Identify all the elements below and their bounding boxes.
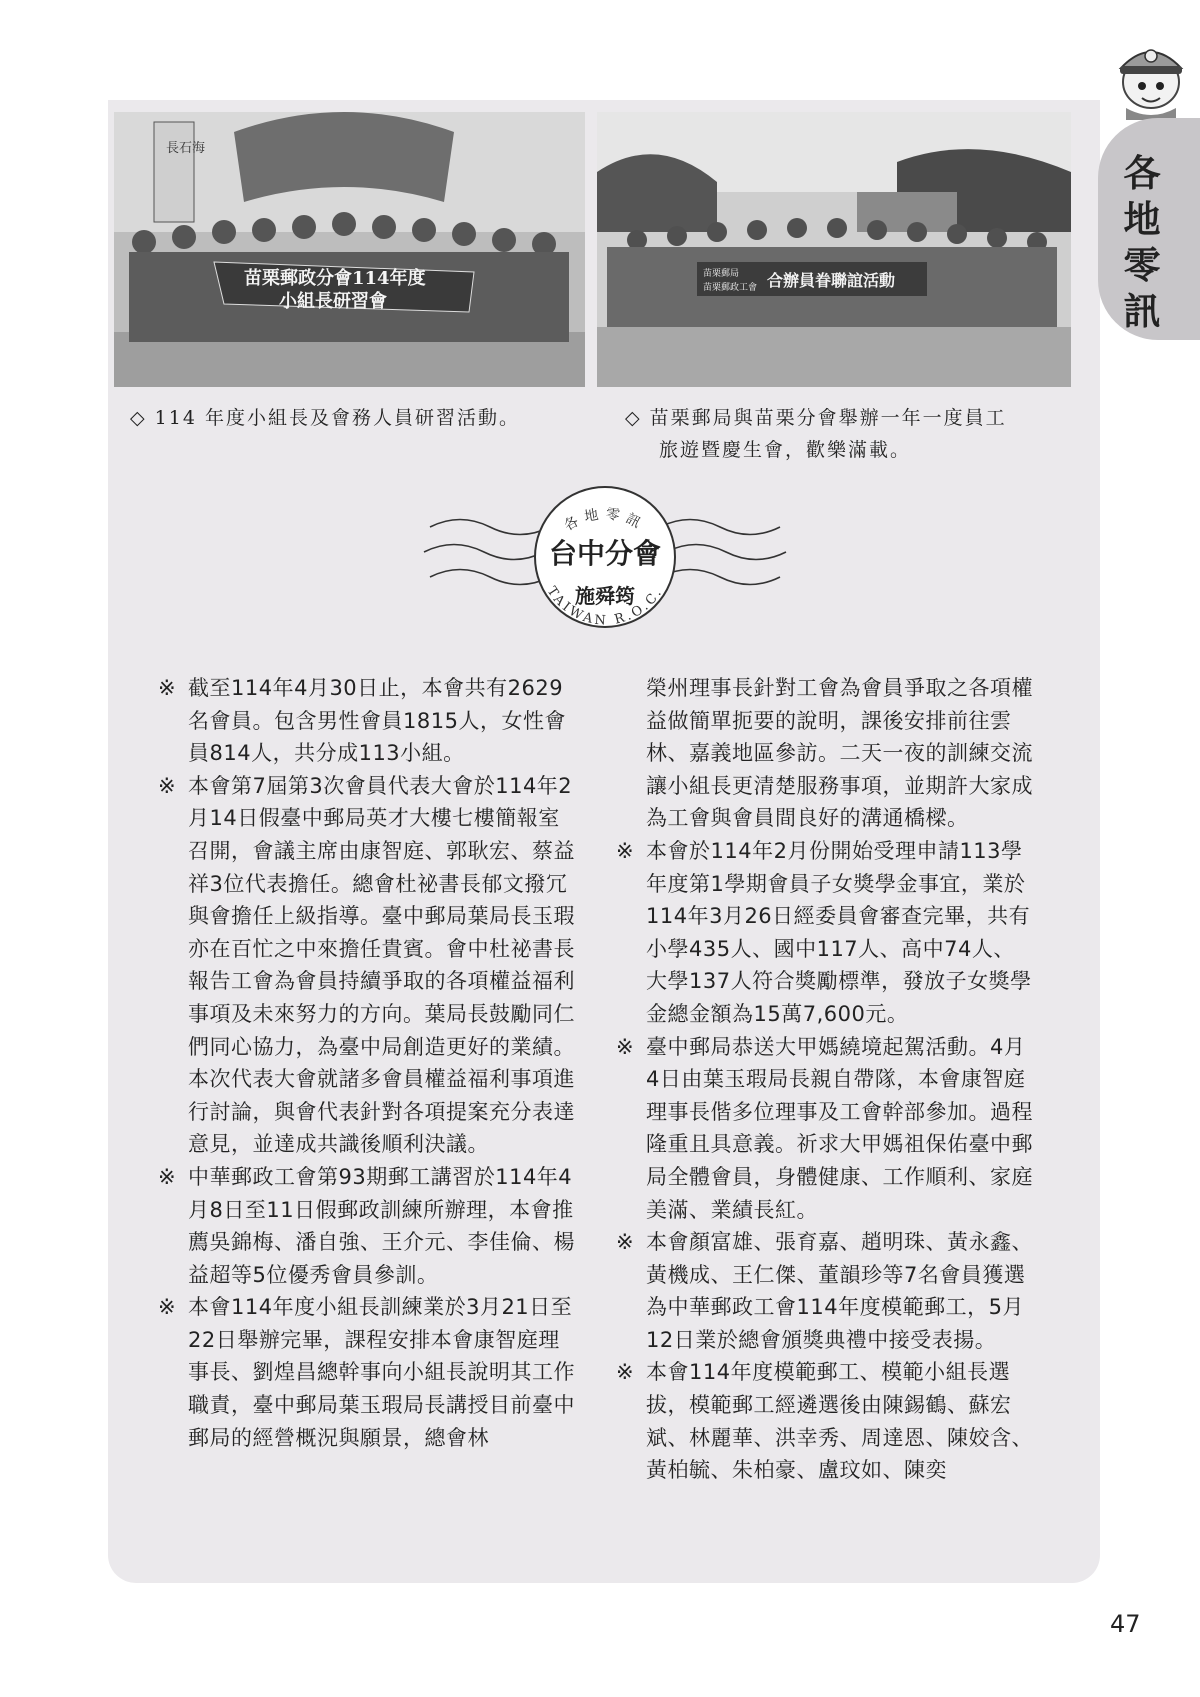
banner-left-bottom: 苗栗郵政工會 bbox=[703, 283, 758, 293]
article-item bbox=[616, 1226, 1036, 1356]
sign-text: 長石海 bbox=[166, 141, 206, 156]
banner-line2: 小組長研習會 bbox=[279, 291, 387, 312]
mascot-illustration bbox=[1106, 40, 1196, 124]
article-text: 本會114年度小組長訓練業於3月21日至22日舉辦完畢，課程安排本會康智庭理事長、劉煌昌總幹事向小組長說明其工作職責，臺中郵局葉玉瑕局長講授目前臺中郵局的經營概況與願景，總會林 bbox=[188, 1295, 575, 1450]
section-author: 施舜筠 bbox=[575, 584, 635, 608]
stamp-arc-top: 各地零訊 bbox=[561, 506, 649, 535]
banner-main: 合辦員眷聯誼活動 bbox=[767, 271, 896, 290]
article-text: 本會114年度模範郵工、模範小組長選拔，模範郵工經遴選後由陳錫鶴、蘇宏斌、林麗華、洪幸秀、周達恩、陳姣含、黃柏毓、朱柏豪、盧玟如、陳奕 bbox=[646, 1360, 1033, 1483]
article-item bbox=[158, 672, 578, 770]
article-text: 中華郵政工會第93期郵工講習於114年4月8日至11日假郵政訓練所辦理，本會推薦吳錦梅、潘自強、王介元、李佳倫、楊益超等5位優秀會員參訓。 bbox=[188, 1164, 575, 1287]
article-item bbox=[158, 1161, 578, 1291]
caption-text: 114 年度小組長及會務人員研習活動。 bbox=[154, 407, 520, 429]
reference-mark: ※ bbox=[158, 773, 177, 798]
article-item bbox=[158, 1291, 578, 1454]
article-text: 本會顏富雄、張育嘉、趙明珠、黃永鑫、黃機成、王仁傑、董韻珍等7名會員獲選為中華郵政工會114年度模範郵工，5月12日業於總會頒獎典禮中接受表揚。 bbox=[646, 1230, 1033, 1352]
banner-line1: 苗栗郵政分會114年度 bbox=[244, 268, 426, 289]
reference-mark: ※ bbox=[158, 676, 177, 700]
reference-mark: ※ bbox=[158, 1295, 177, 1320]
article-text: 截至114年4月30日止，本會共有2629名會員。包含男性會員1815人，女性會員814人，共分成113小組。 bbox=[188, 676, 566, 766]
article-text: 本會於114年2月份開始受理申請113學年度第1學期會員子女獎學金事宜，業於114年3月26日經委員會審查完畢，共有小學435人、國中117人、高中74人、大學137人符合獎勵標準，發放子女獎學金總金額為15萬7,600元。 bbox=[646, 838, 1032, 1026]
caption-right bbox=[625, 402, 1045, 466]
reference-mark: ※ bbox=[616, 1360, 635, 1385]
photo-group-left bbox=[114, 112, 585, 387]
caption-bullet: ◇ bbox=[625, 407, 642, 429]
side-tab-label: 各地零訊 bbox=[1123, 151, 1161, 333]
page-number: 47 bbox=[1110, 1610, 1141, 1638]
caption-left bbox=[130, 402, 580, 434]
article-text: 本會第7屆第3次會員代表大會於114年2月14日假臺中郵局英才大樓七樓簡報室召開，會議主席由康智庭、郭耿宏、蔡益祥3位代表擔任。總會杜祕書長郁文撥冗與會擔任上級指導。臺中郵局葉局長玉瑕亦在百忙之中來擔任貴賓。會中杜祕書長報告工會為會員持續爭取的各項權益福利事項及未來努力的方向。葉局長鼓勵同仁們同心協力，為臺中局創造更好的業績。本次代表大會就諸多會員權益福利事項進行討論，與會代表針對各項提案充分表達意見，並達成共識後順利決議。 bbox=[188, 773, 575, 1157]
article-column-left bbox=[158, 672, 578, 1454]
banner-left-top: 苗栗郵局 bbox=[703, 269, 740, 279]
article-item bbox=[616, 672, 1036, 835]
reference-mark: ※ bbox=[616, 1230, 635, 1255]
article-text: 榮州理事長針對工會為會員爭取之各項權益做簡單扼要的說明，課後安排前往雲林、嘉義地區參訪。二天一夜的訓練交流讓小組長更清楚服務事項，並期許大家成為工會與會員間良好的溝通橋樑。 bbox=[646, 676, 1033, 831]
article-text: 臺中郵局恭送大甲媽繞境起駕活動。4月4日由葉玉瑕局長親自帶隊，本會康智庭理事長偕多位理事及工會幹部參加。過程隆重且具意義。祈求大甲媽祖保佑臺中郵局全體會員，身體健康、工作順利、家庭美滿、業績長紅。 bbox=[646, 1034, 1033, 1222]
reference-mark: ※ bbox=[616, 838, 635, 863]
article-item bbox=[616, 1356, 1036, 1486]
article-item bbox=[616, 835, 1036, 1031]
caption-line1: 苗栗郵局與苗栗分會舉辦一年一度員工 bbox=[649, 407, 1007, 429]
section-title: 台中分會 bbox=[548, 537, 661, 570]
article-column-right bbox=[616, 672, 1036, 1487]
reference-mark: ※ bbox=[158, 1164, 177, 1189]
stamp-arc-bottom: TAIWAN R.O.C. bbox=[543, 584, 667, 629]
article-item bbox=[616, 1031, 1036, 1227]
article-item bbox=[158, 770, 578, 1161]
caption-bullet: ◇ bbox=[130, 407, 147, 429]
caption-line2: 旅遊暨慶生會，歡樂滿載。 bbox=[659, 439, 912, 461]
reference-mark: ※ bbox=[616, 1034, 635, 1059]
photo-group-right bbox=[597, 112, 1071, 387]
